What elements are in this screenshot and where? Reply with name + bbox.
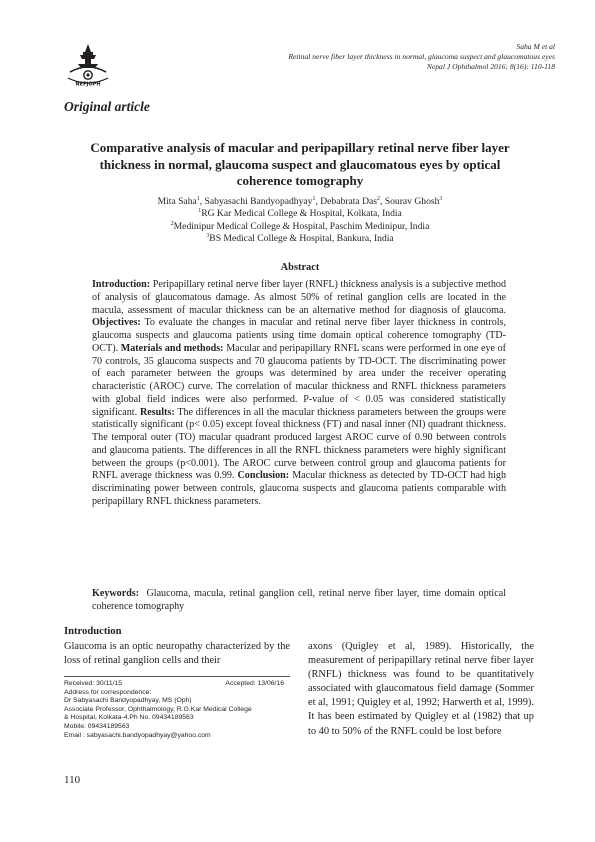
abstract-objectives-label: Objectives:: [92, 317, 141, 329]
author-aff: 2: [376, 195, 380, 202]
author-sep: ,: [199, 196, 205, 207]
affiliation-text: BS Medical College & Hospital, Bankura, India: [209, 233, 394, 245]
abstract-methods-label: Materials and methods:: [120, 342, 224, 354]
keywords-text: Glaucoma, macula, retinal ganglion cell, retinal nerve fiber layer, time domain optical coherence tomography: [92, 588, 506, 612]
abstract-results-text: The differences in all the macular thickness parameters between the groups were statistically significant (p< 0.05) except foveal thickness (FT) and nasal inner (NI) quadrant thickness. The temporal outer (TO) macular quadrant produced largest AROC curve of 0.90 between controls and glaucoma patients. The differences in all the RNFL thickness parameters were highly significant between the groups (p<0.001). The AROC curve between control group and glaucoma patients for RNFL average thickness was 0.99.: [92, 406, 506, 482]
abstract-objectives-text: To evaluate the changes in macular and retinal nerve fiber layer thickness in controls, glaucoma suspects and glaucoma patients using time domain optical coherence tomography (TD-OCT).: [92, 317, 506, 354]
header-citation: Nepal J Ophthalmol 2016; 8(16): 110-118: [426, 62, 555, 71]
correspondent-address: & Hospital, Kolkata-4.Ph No. 09434189563: [64, 714, 194, 722]
affiliation-text: Medinipur Medical College & Hospital, Paschim Medinipur, India: [173, 220, 430, 232]
header-author: Saha M et al: [516, 42, 555, 51]
author-list: [90, 196, 510, 208]
logo-text: NEPJOPH: [75, 81, 101, 88]
affiliation-num: 1: [198, 208, 202, 215]
abstract-results-label: Results:: [139, 406, 175, 418]
author-aff: 1: [312, 195, 316, 202]
affiliation-num: 2: [170, 220, 174, 227]
author-name: Mita Saha: [157, 196, 197, 207]
correspondence-footnote: [64, 676, 290, 740]
abstract-intro-label: Introduction:: [92, 279, 151, 290]
affiliation: [90, 221, 510, 233]
received-date: Received: 30/11/15: [64, 680, 123, 687]
affiliation-num: 3: [206, 233, 210, 240]
author-sep: ,: [379, 196, 385, 207]
abstract-body: [92, 279, 506, 509]
author-name: Debabrata Das: [320, 196, 377, 207]
article-title: Comparative analysis of macular and peripapillary retinal nerve fiber layer thickness in normal, glaucoma suspect and glaucomatous eyes by optical coherence tomography: [90, 140, 510, 189]
page-number: 110: [64, 774, 81, 786]
address-label: Address for correspondence:: [64, 688, 152, 696]
author-aff: 1: [196, 195, 200, 202]
correspondent-email[interactable]: Email : sabyasachi.bandyopadhyay@yahoo.com: [64, 731, 211, 739]
keywords-label: Keywords:: [92, 588, 140, 599]
intro-heading: Introduction: [64, 626, 122, 637]
author-aff: 3: [439, 195, 443, 202]
correspondent-position: Associate Professor, Ophthalmology, R.G.Kar Medical College: [64, 705, 252, 713]
dates-row: [64, 680, 290, 689]
abstract-heading: Abstract: [280, 262, 320, 273]
header-running-title: Retinal nerve fiber layer thickness in normal, glaucoma suspect and glaucomatous eyes: [288, 52, 555, 61]
author-name: Sabyasachi Bandyopadhyay: [204, 196, 313, 207]
intro-col2-text: axons (Quigley et al, 1989). Historically, the measurement of peripapillary retinal nerve fiber layer (RNFL) thickness was found to be quantitatively associated with glaucomatous field damage (Sommer et al, 1991; Quigley et al, 1992; Harwerth et al, 1999). It has been estimated by Quigley et al (1982) that up to 40 to 50% of the RNFL could be lost before: [308, 641, 534, 737]
affiliation-text: RG Kar Medical College & Hospital, Kolkata, India: [201, 208, 402, 220]
abstract-intro-text: Peripapillary retinal nerve fiber layer (RNFL) thickness analysis is a subjective method of analysis of glaucomatous damage. As almost 50% of retinal ganglion cells are located in the macula, assessment of macular thickness can be an alternative method for diagnosis of glaucoma.: [92, 279, 506, 316]
abstract-conclusion-label: Conclusion:: [237, 470, 290, 482]
abstract-conclusion-text: Macular thickness as detected by TD-OCT had high discriminating power between controls, glaucoma suspects and glaucoma patients comparable with peripapillary RNFL thickness parameters.: [92, 470, 507, 507]
abstract-methods-text: Macular and peripapillary RNFL scans were performed in one eye of 70 controls, 35 glaucoma suspects and 70 glaucoma patients by TD-OCT. The discriminating power of each parameter between the groups was determined by area under the receiver operating characteristic (AROC) curve. The correlation of macular thickness and RNFL thickness parameters with global field indices were also performed. P-value of < 0.05 was considered statistically significant.: [92, 342, 507, 418]
nepal-journal-logo-icon: [64, 42, 112, 88]
affiliation: [90, 233, 510, 245]
author-block: [90, 196, 510, 246]
author-sep: ,: [315, 196, 321, 207]
correspondent-name: Dr Sabyasachi Bandyopadhyay, MS (Oph): [64, 697, 192, 705]
intro-col1-text: Glaucoma is an optic neuropathy characterized by the loss of retinal ganglion cells and their: [64, 641, 290, 666]
affiliation: [90, 208, 510, 220]
journal-logo: [64, 42, 112, 88]
correspondent-mobile: Mobile: 09434189563: [64, 722, 130, 730]
article-type: Original article: [64, 99, 150, 114]
accepted-date: Accepted: 13/06/16: [225, 680, 284, 687]
author-name: Sourav Ghosh: [384, 196, 440, 207]
keywords: [92, 588, 506, 614]
